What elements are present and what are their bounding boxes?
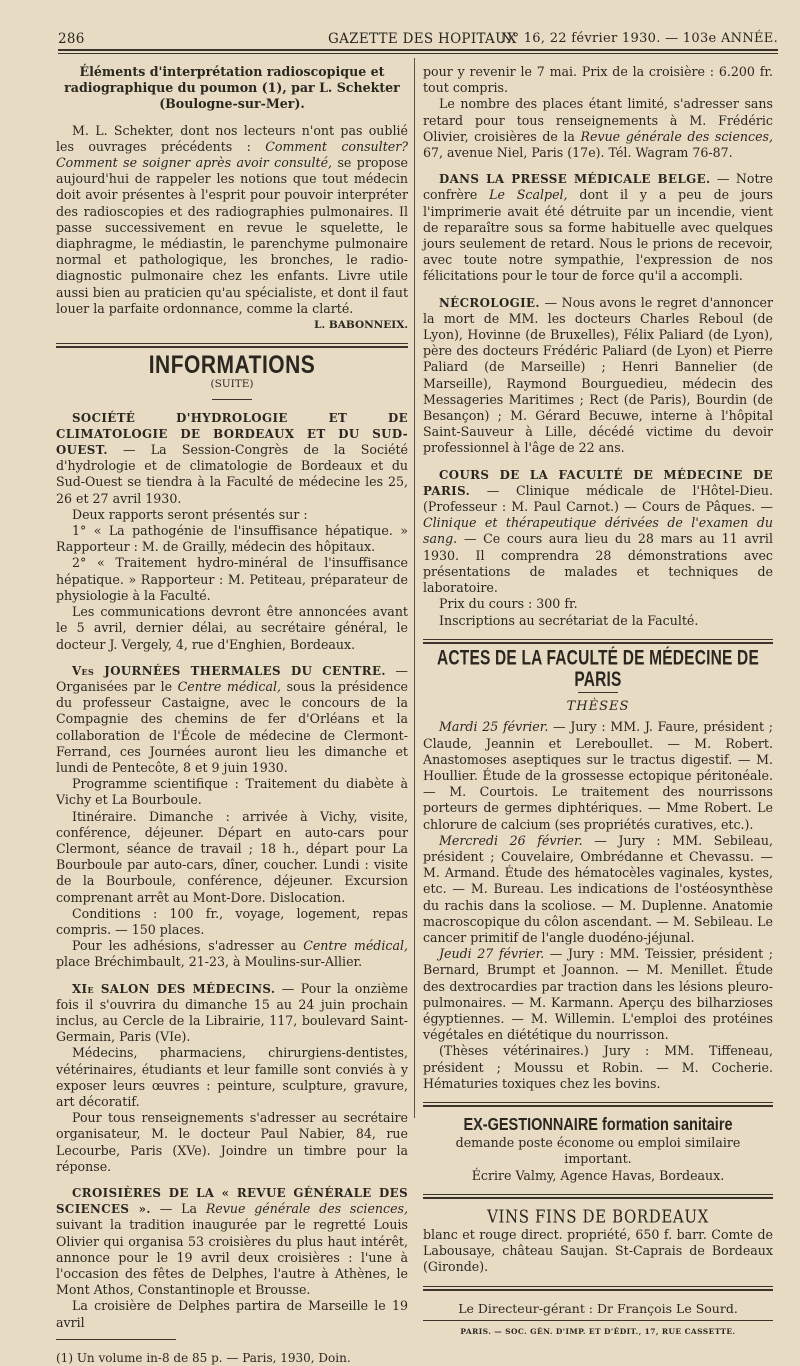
issue-info: N° 16, 22 février 1930. — 103e ANNÉE.: [500, 31, 778, 46]
cours-p2: Prix du cours : 300 fr.: [439, 596, 578, 612]
column-divider: [414, 58, 415, 1118]
hydro-p5: Les communications devront être annoncées avant le 5 avril, dernier délai, au secrétaire général, le docteur J. Vergely, 4, rue d'Enghien, Bordeaux.: [56, 604, 408, 652]
cours-p3: Inscriptions au secrétariat de la Faculté.: [439, 612, 699, 628]
thermales-p1: Ves JOURNÉES THERMALES DU CENTRE. — Organisées par le Centre médical, sous la présidence du professeur Castaigne, avec le concours de la Compagnie des chemins de fer d'Orléans et la collaboration de l'École de médecine de Clermont-Ferrand, ces Journées auront lieu les dimanche et lundi de Pentecôte, 8 et 9 juin 1930.: [56, 662, 408, 775]
page-number: 286: [58, 31, 85, 47]
hydro-p1: SOCIÉTÉ D'HYDROLOGIE ET DE CLIMATOLOGIE DE BORDEAUX ET DU SUD-OUEST. — La Session-Congrès de la Société d'hydrologie et de climatologie de Bordeaux et du Sud-Ouest se tiendra à la Faculté de médecine les 25, 26 et 27 avril 1930.: [56, 410, 408, 506]
ad-rule-2: [423, 1194, 773, 1199]
ad-rule-1: [423, 1102, 773, 1107]
necrologie-p1: NÉCROLOGIE. — Nous avons le regret d'annoncer la mort de MM. les docteurs Charles Reboul (de Lyon), Hovinne (de Bruxelles), Félix Paliard (de Lyon), père des docteurs Frédéric Paliard (de Lyon) et Pierre Paliard (de Marseille) ; Henri Bannelier (de Marseille), Raymond Bourguedieu, médecin des Messageries Maritimes ; Rect (de Paris), Bourdin (de Besançon) ; M. Gérard Becuwe, interne à l'hôpital Saint-Sauveur à Lille, décédé victime du devoir professionnel à l'âge de 22 ans.: [423, 294, 773, 456]
review-signature: L. BABONNEIX.: [314, 319, 408, 332]
printer-rule: [423, 1320, 773, 1321]
section-rule-right: [423, 639, 773, 644]
left-column: [56, 64, 408, 1366]
ad2-head: VINS FINS DE BORDEAUX: [487, 1206, 709, 1228]
thermales-p2: Programme scientifique : Traitement du diabète à Vichy et La Bourboule.: [56, 776, 408, 808]
theses-mercredi: Mercredi 26 février. — Jury : MM. Sebileau, président ; Couvelaire, Ombrédanne et Chevassu. — M. Armand. Étude des hématocèles vaginales, kystes, etc. — M. Bureau. Les indications de l'ostéosynthèse du rachis dans la scoliose. — M. Duplenne. Anatomie macroscopique du côlon ascendant. — M. Sebileau. Le cancer primitif de l'angle duodéno-jéjunal.: [423, 832, 773, 945]
director-line: Le Directeur-gérant : Dr François Le Sourd.: [458, 1300, 738, 1316]
ad1-head: EX-GESTIONNAIRE formation sanitaire: [463, 1115, 733, 1135]
croisieres-p1: CROISIÈRES DE LA « REVUE GÉNÉRALE DES SCIENCES ». — La Revue générale des sciences, suivant la tradition inaugurée par le regretté Louis Olivier qui organisa 53 croisières du plus haut intérêt, annonce pour le 19 avril deux croisières : l'une à l'occasion des fêtes de Delphes, l'autre à Athènes, le Mont Athos, Constantinople et Brousse.: [56, 1186, 408, 1298]
cours-p1: COURS DE LA FACULTÉ DE MÉDECINE DE PARIS. — Clinique médicale de l'Hôtel-Dieu. (Professeur : M. Paul Carnot.) — Cours de Pâques. — Clinique et thérapeutique dérivées de l'examen du sang. — Ce cours aura lieu du 28 mars au 11 avril 1930. Il comprendra 28 démonstrations avec présentations de malades et techniques de laboratoire.: [423, 467, 773, 596]
right-column: [423, 64, 773, 1340]
theses-title: THÈSES: [566, 699, 630, 715]
theses-jeudi: Jeudi 27 février. — Jury : MM. Teissier, président ; Bernard, Brumpt et Joannon. — M. Menillet. Étude des dextrocardies par traction dans les lésions pleuro-pulmonaires. — M. Karmann. Aperçu des bilharzioses égyptiennes. — M. Willemin. L'emploi des protéines végétales en diététique du nourrisson.: [423, 946, 773, 1043]
director-rule: [423, 1286, 773, 1291]
footnote-rule: [56, 1339, 176, 1340]
short-rule-right: [578, 692, 618, 693]
hydro-p4: 2° « Traitement hydro-minéral de l'insuffisance hépatique. » Rapporteur : M. Petiteau, préparateur de physiologie à la Faculté.: [56, 555, 408, 603]
thermales-p3: Itinéraire. Dimanche : arrivée à Vichy, visite, conférence, déjeuner. Départ en auto-cars pour Clermont, séance de travail ; 18 h., départ pour La Bourboule par auto-cars, dîner, coucher. Lundi : visite de la Bourboule, conférence, déjeuner. Excursion comprenant arrêt au Mont-Dore. Dislocation.: [56, 808, 408, 905]
review-body: M. L. Schekter, dont nos lecteurs n'ont pas oublié les ouvrages précédents : Comment consulter? Comment se soigner après avoir consulté, se propose aujourd'hui de rappeler les notions que tout médecin doit avoir présentes à l'esprit pour pouvoir interpréter des radioscopies et des radiographies pulmonaires. Il passe successivement en revue le squelette, le diaphragme, le médiastin, le parenchyme pulmonaire normal et pathologique, les bronches, le radio-diagnostic pulmonaire chez les enfants. Livre utile aussi bien au praticien qu'au spécialiste, et dont il faut louer la parfaite ordonnance, comme la clarté.: [56, 122, 408, 316]
review-title: Éléments d'interprétation radioscopique et radiographique du poumon (1), par L. Schekter (Boulogne-sur-Mer).: [64, 64, 400, 112]
printer-line: PARIS. — SOC. GÉN. D'IMP. ET D'ÉDIT., 17, RUE CASSETTE.: [460, 1326, 736, 1336]
theses-mardi: Mardi 25 février. — Jury : MM. J. Faure, président ; Claude, Jeannin et Lereboullet. — M. Robert. Anastomoses aseptiques sur le tractus digestif. — M. Houllier. Étude de la grossesse ectopique péritonéale. — M. Courtois. Le traitement des nourrissons porteurs de germes diphtériques. — Mme Robert. Le chlorure de calcium (ses propriétés curatives, etc.).: [423, 719, 773, 832]
hydro-p2: Deux rapports seront présentés sur :: [72, 506, 308, 522]
footnote: (1) Un volume in-8 de 85 p. — Paris, 1930, Doin.: [56, 1350, 351, 1365]
informations-subtitle: (SUITE): [210, 378, 254, 391]
croisiere-continued: pour y revenir le 7 mai. Prix de la croisière : 6.200 fr. tout compris.: [423, 64, 773, 96]
section-rule: [56, 343, 408, 348]
page-header: [58, 27, 778, 49]
short-rule: [212, 399, 252, 400]
ad1-line1: demande poste économe ou emploi similaire important.: [455, 1135, 741, 1167]
hydro-p3: 1° « La pathogénie de l'insuffisance hépatique. » Rapporteur : M. de Grailly, médecin des hôpitaux.: [56, 523, 408, 555]
thermales-p4: Conditions : 100 fr., voyage, logement, repas compris. — 150 places.: [56, 905, 408, 937]
belge-p1: DANS LA PRESSE MÉDICALE BELGE. — Notre confrère Le Scalpel, dont il y a peu de jours l'imprimerie avait été détruite par un incendie, vient de reparaître sous sa forme habituelle avec quelques jours seulement de retard. Nous le prions de recevoir, avec toute notre sympathie, l'expression de nos félicitations pour le tour de force qu'il a accompli.: [423, 171, 773, 284]
ad1-line2: Écrire Valmy, Agence Havas, Bordeaux.: [471, 1167, 725, 1183]
header-rule: [58, 49, 778, 54]
salon-p2: Médecins, pharmaciens, chirurgiens-dentistes, vétérinaires, étudiants et leur famille sont conviés à y exposer leurs œuvres : peinture, sculpture, gravure, art décoratif.: [56, 1045, 408, 1109]
actes-title: ACTES DE LA FACULTÉ DE MÉDECINE DE PARIS: [437, 646, 759, 692]
salon-p1: XIe SALON DES MÉDECINS. — Pour la onzième fois il s'ouvrira du dimanche 15 au 24 juin prochain inclus, au Cercle de la Librairie, 117, boulevard Saint-Germain, Paris (VIe).: [56, 980, 408, 1045]
salon-p3: Pour tous renseignements s'adresser au secrétaire organisateur, M. le docteur Paul Nabier, 84, rue Lecourbe, Paris (XVe). Joindre un timbre pour la réponse.: [56, 1110, 408, 1174]
thermales-p5: Pour les adhésions, s'adresser au Centre médical, place Bréchimbault, 21-23, à Moulins-sur-Allier.: [56, 938, 408, 970]
croisiere-contact: Le nombre des places étant limité, s'adresser sans retard pour tous renseignements à M. Frédéric Olivier, croisières de la Revue générale des sciences, 67, avenue Niel, Paris (17e). Tél. Wagram 76-87.: [423, 96, 773, 161]
ad2-body: blanc et rouge direct. propriété, 650 f. barr. Comte de Labousaye, château Saujan. St-Caprais de Bordeaux (Gironde).: [423, 1227, 773, 1275]
journal-title: GAZETTE DES HOPITAUX: [328, 31, 517, 47]
croisieres-p2: La croisière de Delphes partira de Marseille le 19 avril: [56, 1298, 408, 1330]
theses-veterinaires: (Thèses vétérinaires.) Jury : MM. Tiffeneau, président ; Moussu et Robin. — M. Cocherie. Hématuries toxiques chez les bovins.: [423, 1043, 773, 1091]
informations-title: INFORMATIONS: [148, 351, 316, 380]
